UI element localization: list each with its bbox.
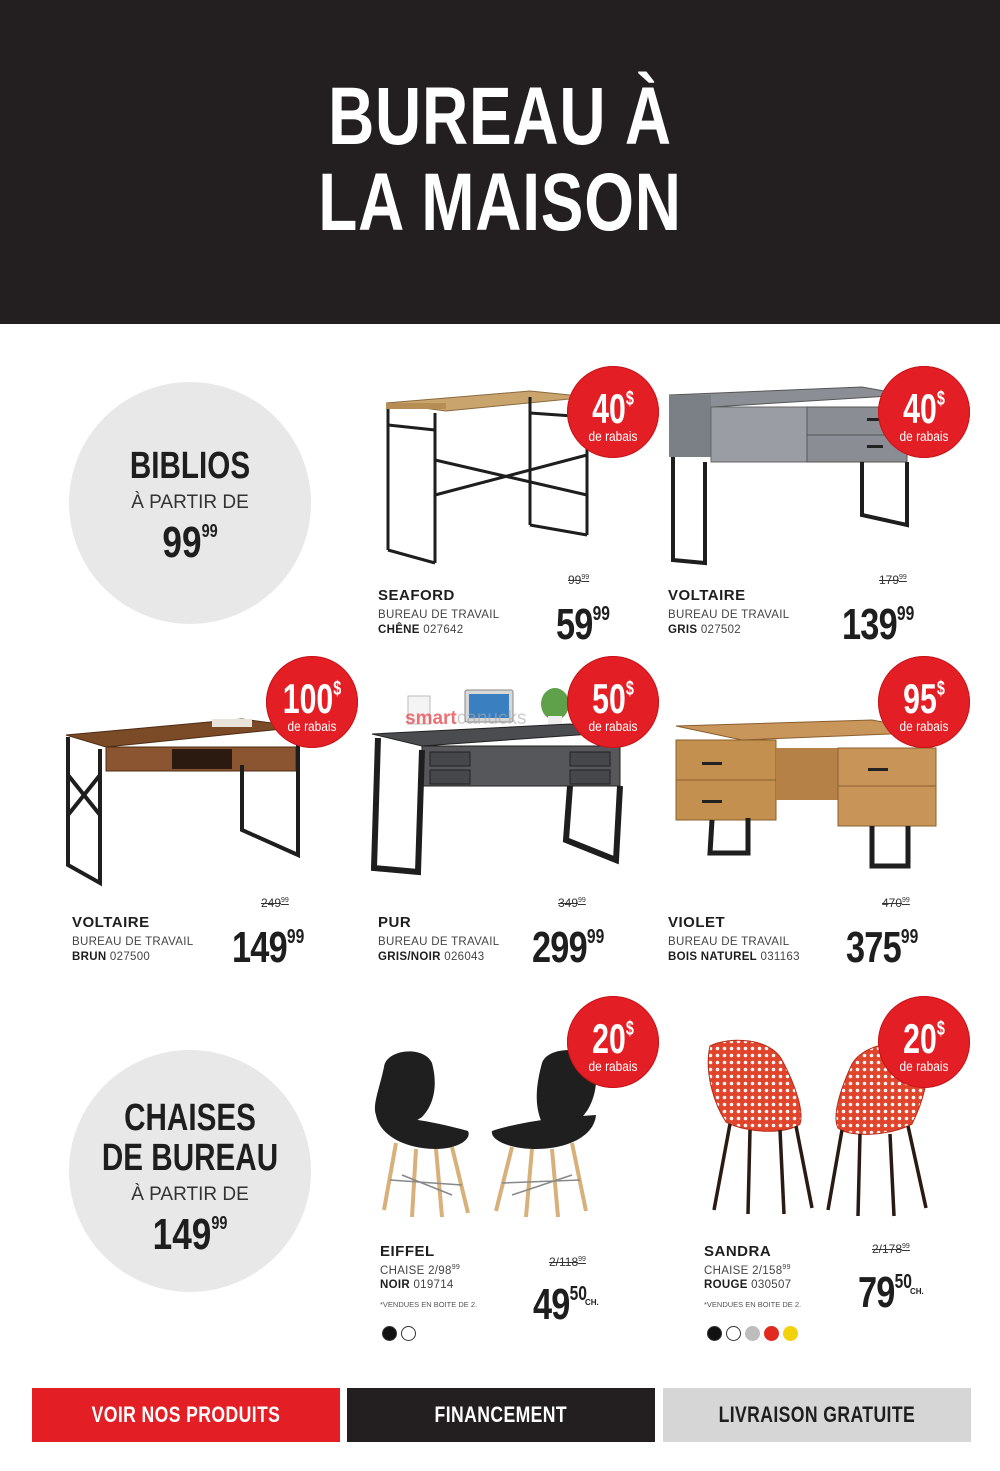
swatch-white[interactable] (401, 1326, 416, 1341)
old-price: $2/178^{99}$ (872, 1242, 910, 1256)
sale-price: $375^{99}$ (846, 923, 919, 972)
product-color-code: GRIS/NOIR 026043 (378, 951, 485, 963)
category-chaises[interactable] (69, 1050, 311, 1292)
category-subtitle: À PARTIR DE (131, 1184, 249, 1205)
swatch-yellow[interactable] (783, 1326, 798, 1341)
category-price: $99^{99}$ (162, 518, 218, 567)
watermark: smartcanucks (405, 708, 527, 729)
swatch-black[interactable] (707, 1326, 722, 1341)
category-subtitle: À PARTIR DE (131, 492, 249, 513)
product-type: BUREAU DE TRAVAIL (72, 936, 194, 948)
free-delivery-button[interactable]: LIVRAISON GRATUITE (663, 1388, 971, 1442)
discount-badge-eiffel: 20$ de rabais (567, 996, 659, 1088)
voltaire-brown-desk-image[interactable] (62, 715, 307, 895)
swatch-red[interactable] (764, 1326, 779, 1341)
eiffel-chairs-image[interactable] (372, 1045, 602, 1220)
sale-price: $79^{50}$ (858, 1268, 912, 1317)
product-type: CHAISE $2/158^{99}$ (704, 1264, 791, 1277)
category-biblios[interactable] (69, 382, 311, 624)
product-color-code: NOIR 019714 (380, 1279, 454, 1291)
discount-badge-seaford: 40$ de rabais (567, 366, 659, 458)
page-title (110, 71, 890, 248)
swatch-white[interactable] (726, 1326, 741, 1341)
old-price: $179^{99}$ (879, 573, 907, 587)
product-color-code: BOIS NATUREL 031163 (668, 951, 800, 963)
sale-price: $139^{99}$ (842, 600, 915, 649)
old-price: $349^{99}$ (558, 896, 586, 910)
old-price: $249^{99}$ (261, 896, 289, 910)
view-products-button[interactable]: VOIR NOS PRODUITS (32, 1388, 340, 1442)
category-title-line1: CHAISES (124, 1097, 256, 1139)
sale-price: $149^{99}$ (232, 923, 305, 972)
discount-badge-violet: 95$ de rabais (878, 656, 970, 748)
product-type: BUREAU DE TRAVAIL (378, 609, 500, 621)
product-type: BUREAU DE TRAVAIL (668, 936, 790, 948)
product-name-voltaire-brown[interactable]: VOLTAIRE (72, 914, 150, 931)
box-note: *VENDUES EN BOITE DE 2. (704, 1300, 802, 1309)
sale-price: $299^{99}$ (532, 923, 605, 972)
product-color-code: BRUN 027500 (72, 951, 151, 963)
color-swatches (382, 1326, 416, 1341)
discount-badge-pur: 50$ de rabais (567, 656, 659, 748)
old-price: $2/118^{99}$ (549, 1255, 586, 1269)
price-unit: CH. (585, 1298, 599, 1307)
swatch-black[interactable] (382, 1326, 397, 1341)
old-price: $470^{99}$ (882, 896, 910, 910)
discount-badge-sandra: 20$ de rabais (878, 996, 970, 1088)
voltaire-grey-desk-image[interactable] (667, 385, 912, 570)
product-name-pur[interactable]: PUR (378, 914, 412, 931)
sale-price: $59^{99}$ (556, 600, 610, 649)
product-type: BUREAU DE TRAVAIL (668, 609, 790, 621)
product-color-code: CHÊNE 027642 (378, 624, 464, 636)
category-price: $149^{99}$ (152, 1210, 228, 1259)
seaford-desk-image[interactable] (380, 385, 595, 570)
swatch-grey[interactable] (745, 1326, 760, 1341)
old-price: $99^{99}$ (568, 573, 590, 587)
box-note: *VENDUES EN BOITE DE 2. (380, 1300, 478, 1309)
price-unit: CH. (910, 1287, 924, 1296)
color-swatches (707, 1326, 798, 1341)
product-color-code: GRIS 027502 (668, 624, 742, 636)
category-title: BIBLIOS (129, 445, 251, 487)
product-name-seaford[interactable]: SEAFORD (378, 587, 455, 604)
product-name-voltaire-grey[interactable]: VOLTAIRE (668, 587, 746, 604)
product-name-violet[interactable]: VIOLET (668, 914, 726, 931)
financing-button[interactable]: FINANCEMENT (347, 1388, 655, 1442)
category-title-line2: DE BUREAU (101, 1137, 279, 1179)
product-name-eiffel[interactable]: EIFFEL (380, 1243, 435, 1260)
product-color-code: ROUGE 030507 (704, 1279, 792, 1291)
sale-price: $49^{50}$ (533, 1280, 587, 1329)
page-title-line2: LA MAISON (318, 157, 682, 248)
page-title-line1: BUREAU À (328, 71, 672, 162)
product-type: CHAISE $2/98^{99}$ (380, 1264, 461, 1277)
product-name-sandra[interactable]: SANDRA (704, 1243, 772, 1260)
discount-badge-voltaire-grey: 40$ de rabais (878, 366, 970, 458)
discount-badge-voltaire-brown: 100$ de rabais (266, 656, 358, 748)
header-banner (0, 0, 1000, 324)
product-type: BUREAU DE TRAVAIL (378, 936, 500, 948)
